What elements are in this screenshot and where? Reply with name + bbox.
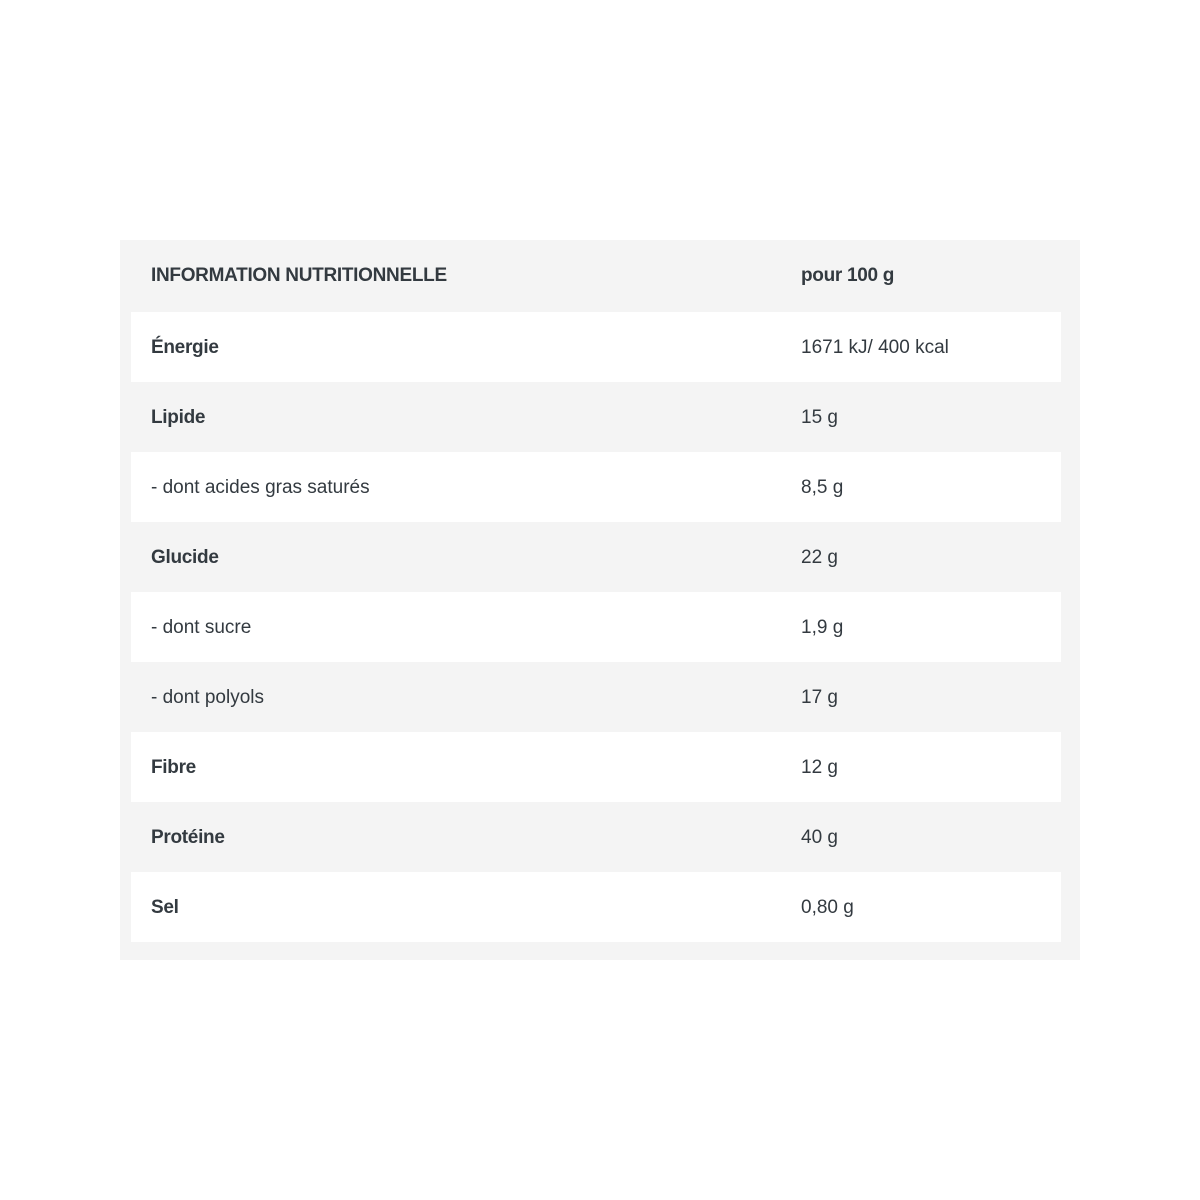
nutrient-value: 8,5 g (801, 476, 844, 498)
table-row-acides-gras-satures (131, 452, 1061, 522)
nutrient-name: - dont polyols (151, 686, 265, 708)
nutrient-name: Sel (151, 896, 179, 918)
header-nutrient-label: INFORMATION NUTRITIONNELLE (151, 264, 447, 286)
nutrient-name: - dont acides gras saturés (151, 476, 370, 498)
nutrient-name: Fibre (151, 756, 196, 778)
header-per-100g-label: pour 100 g (801, 264, 895, 286)
nutrient-name: Énergie (151, 336, 219, 358)
nutrient-name: Protéine (151, 826, 225, 848)
nutrient-value: 1,9 g (801, 616, 844, 638)
nutrient-value: 40 g (801, 826, 838, 848)
table-row-fibre (131, 732, 1061, 802)
nutrient-name: Glucide (151, 546, 219, 568)
nutrition-table (120, 240, 1080, 960)
table-row-sel (131, 872, 1061, 942)
nutrient-name: - dont sucre (151, 616, 252, 638)
nutrient-value: 0,80 g (801, 896, 854, 918)
table-row-lipide (131, 382, 1061, 452)
nutrient-value: 1671 kJ/ 400 kcal (801, 336, 949, 358)
table-header-row (131, 240, 1061, 310)
nutrient-value: 12 g (801, 756, 838, 778)
table-row-glucide (131, 522, 1061, 592)
nutrient-value: 17 g (801, 686, 838, 708)
table-row-proteine (131, 802, 1061, 872)
table-row-energie (131, 312, 1061, 382)
nutrient-name: Lipide (151, 406, 206, 428)
nutrient-value: 22 g (801, 546, 838, 568)
nutrient-value: 15 g (801, 406, 838, 428)
table-row-polyols (131, 662, 1061, 732)
table-row-sucre (131, 592, 1061, 662)
